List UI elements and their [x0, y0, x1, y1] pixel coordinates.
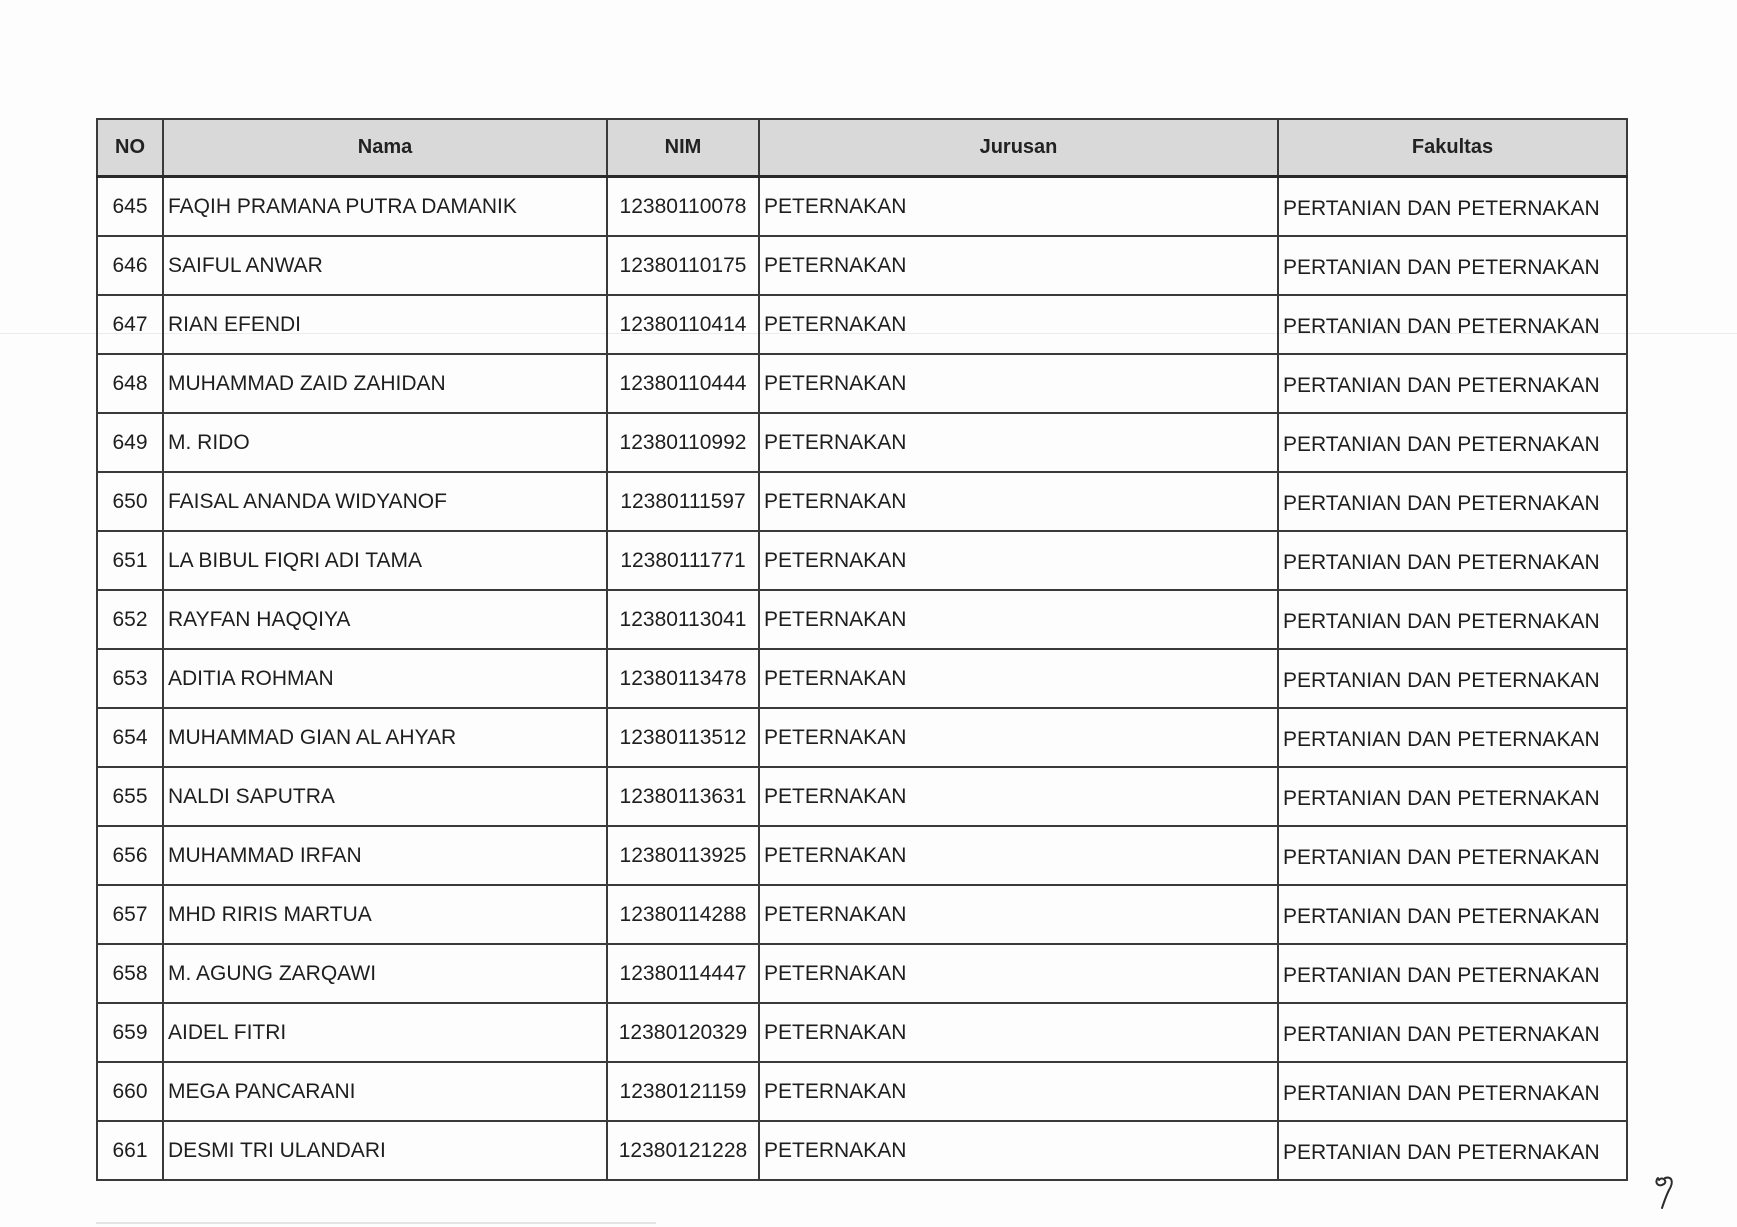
student-table — [96, 118, 1628, 1181]
cell-nama: MUHAMMAD IRFAN — [163, 826, 607, 885]
cell-nim: 12380110414 — [607, 295, 759, 354]
cell-nim: 12380113925 — [607, 826, 759, 885]
cell-nama: FAQIH PRAMANA PUTRA DAMANIK — [163, 177, 607, 237]
cell-jurusan: PETERNAKAN — [759, 708, 1278, 767]
cell-no: 650 — [97, 472, 163, 531]
cell-jurusan: PETERNAKAN — [759, 590, 1278, 649]
table-row — [97, 590, 1627, 649]
table-row — [97, 236, 1627, 295]
cell-jurusan: PETERNAKAN — [759, 413, 1278, 472]
cell-no: 646 — [97, 236, 163, 295]
table-header-row — [97, 119, 1627, 177]
cell-no: 652 — [97, 590, 163, 649]
scan-artifact-footer — [96, 1222, 656, 1224]
cell-nama: SAIFUL ANWAR — [163, 236, 607, 295]
table-row — [97, 1121, 1627, 1180]
cell-fakultas: PERTANIAN DAN PETERNAKAN — [1278, 472, 1627, 531]
cell-jurusan: PETERNAKAN — [759, 826, 1278, 885]
cell-no: 661 — [97, 1121, 163, 1180]
header-no: NO — [97, 119, 163, 177]
student-table-container — [96, 118, 1626, 1181]
cell-nim: 12380121228 — [607, 1121, 759, 1180]
table-row — [97, 649, 1627, 708]
table-row — [97, 767, 1627, 826]
cell-nama: DESMI TRI ULANDARI — [163, 1121, 607, 1180]
cell-fakultas: PERTANIAN DAN PETERNAKAN — [1278, 177, 1627, 237]
cell-jurusan: PETERNAKAN — [759, 177, 1278, 237]
cell-no: 655 — [97, 767, 163, 826]
cell-nim: 12380110992 — [607, 413, 759, 472]
table-row — [97, 944, 1627, 1003]
cell-jurusan: PETERNAKAN — [759, 649, 1278, 708]
cell-nama: RAYFAN HAQQIYA — [163, 590, 607, 649]
cell-nim: 12380110078 — [607, 177, 759, 237]
header-jurusan: Jurusan — [759, 119, 1278, 177]
cell-fakultas: PERTANIAN DAN PETERNAKAN — [1278, 413, 1627, 472]
table-row — [97, 472, 1627, 531]
cell-nim: 12380113631 — [607, 767, 759, 826]
table-row — [97, 354, 1627, 413]
cell-nama: MUHAMMAD GIAN AL AHYAR — [163, 708, 607, 767]
cell-fakultas: PERTANIAN DAN PETERNAKAN — [1278, 354, 1627, 413]
table-row — [97, 885, 1627, 944]
cell-fakultas: PERTANIAN DAN PETERNAKAN — [1278, 1121, 1627, 1180]
cell-nim: 12380121159 — [607, 1062, 759, 1121]
cell-fakultas: PERTANIAN DAN PETERNAKAN — [1278, 1003, 1627, 1062]
cell-nama: MHD RIRIS MARTUA — [163, 885, 607, 944]
cell-fakultas: PERTANIAN DAN PETERNAKAN — [1278, 531, 1627, 590]
cell-no: 658 — [97, 944, 163, 1003]
cell-no: 653 — [97, 649, 163, 708]
cell-fakultas: PERTANIAN DAN PETERNAKAN — [1278, 944, 1627, 1003]
cell-nim: 12380111771 — [607, 531, 759, 590]
cell-no: 651 — [97, 531, 163, 590]
cell-jurusan: PETERNAKAN — [759, 767, 1278, 826]
table-row — [97, 177, 1627, 237]
table-row — [97, 1003, 1627, 1062]
cell-nim: 12380113041 — [607, 590, 759, 649]
table-row — [97, 295, 1627, 354]
cell-jurusan: PETERNAKAN — [759, 295, 1278, 354]
cell-nama: M. AGUNG ZARQAWI — [163, 944, 607, 1003]
cell-nim: 12380110175 — [607, 236, 759, 295]
cell-fakultas: PERTANIAN DAN PETERNAKAN — [1278, 590, 1627, 649]
cell-nama: MUHAMMAD ZAID ZAHIDAN — [163, 354, 607, 413]
cell-nama: MEGA PANCARANI — [163, 1062, 607, 1121]
cell-nim: 12380120329 — [607, 1003, 759, 1062]
cell-fakultas: PERTANIAN DAN PETERNAKAN — [1278, 885, 1627, 944]
cell-nim: 12380111597 — [607, 472, 759, 531]
header-nama: Nama — [163, 119, 607, 177]
cell-nama: M. RIDO — [163, 413, 607, 472]
cell-jurusan: PETERNAKAN — [759, 944, 1278, 1003]
cell-no: 649 — [97, 413, 163, 472]
cell-no: 659 — [97, 1003, 163, 1062]
cell-fakultas: PERTANIAN DAN PETERNAKAN — [1278, 767, 1627, 826]
cell-jurusan: PETERNAKAN — [759, 1062, 1278, 1121]
cell-nim: 12380114288 — [607, 885, 759, 944]
cell-jurusan: PETERNAKAN — [759, 354, 1278, 413]
table-row — [97, 708, 1627, 767]
cell-jurusan: PETERNAKAN — [759, 885, 1278, 944]
cell-no: 645 — [97, 177, 163, 237]
cell-nim: 12380110444 — [607, 354, 759, 413]
cell-jurusan: PETERNAKAN — [759, 1121, 1278, 1180]
cell-no: 660 — [97, 1062, 163, 1121]
table-row — [97, 531, 1627, 590]
page-mark-handwritten — [1652, 1172, 1680, 1212]
cell-nim: 12380113512 — [607, 708, 759, 767]
cell-nama: NALDI SAPUTRA — [163, 767, 607, 826]
table-body — [97, 177, 1627, 1181]
table-row — [97, 413, 1627, 472]
header-fakultas: Fakultas — [1278, 119, 1627, 177]
cell-nim: 12380114447 — [607, 944, 759, 1003]
cell-fakultas: PERTANIAN DAN PETERNAKAN — [1278, 649, 1627, 708]
cell-no: 657 — [97, 885, 163, 944]
cell-fakultas: PERTANIAN DAN PETERNAKAN — [1278, 295, 1627, 354]
cell-nama: AIDEL FITRI — [163, 1003, 607, 1062]
cell-jurusan: PETERNAKAN — [759, 531, 1278, 590]
cell-nama: ADITIA ROHMAN — [163, 649, 607, 708]
cell-no: 656 — [97, 826, 163, 885]
cell-jurusan: PETERNAKAN — [759, 1003, 1278, 1062]
cell-nama: RIAN EFENDI — [163, 295, 607, 354]
cell-fakultas: PERTANIAN DAN PETERNAKAN — [1278, 236, 1627, 295]
cell-fakultas: PERTANIAN DAN PETERNAKAN — [1278, 826, 1627, 885]
cell-no: 648 — [97, 354, 163, 413]
cell-nama: LA BIBUL FIQRI ADI TAMA — [163, 531, 607, 590]
table-header — [97, 119, 1627, 177]
table-row — [97, 826, 1627, 885]
cell-jurusan: PETERNAKAN — [759, 472, 1278, 531]
cell-fakultas: PERTANIAN DAN PETERNAKAN — [1278, 708, 1627, 767]
cell-fakultas: PERTANIAN DAN PETERNAKAN — [1278, 1062, 1627, 1121]
header-nim: NIM — [607, 119, 759, 177]
cell-no: 654 — [97, 708, 163, 767]
cell-nim: 12380113478 — [607, 649, 759, 708]
cell-nama: FAISAL ANANDA WIDYANOF — [163, 472, 607, 531]
cell-jurusan: PETERNAKAN — [759, 236, 1278, 295]
table-row — [97, 1062, 1627, 1121]
cell-no: 647 — [97, 295, 163, 354]
